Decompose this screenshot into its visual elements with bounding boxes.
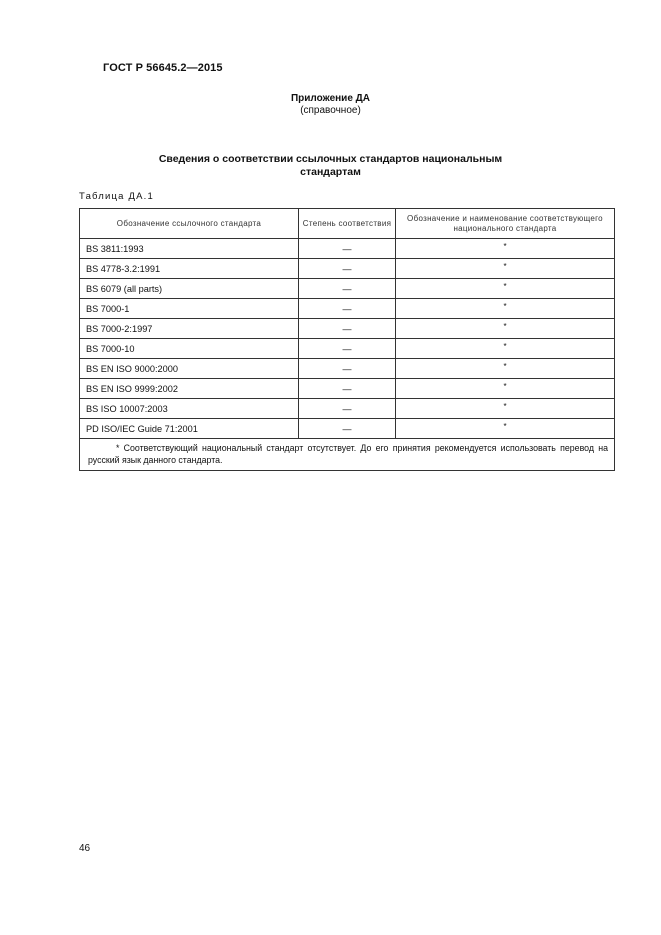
- national-standard-cell: *: [396, 259, 615, 279]
- table-note-row: [80, 439, 615, 471]
- degree-cell: —: [299, 259, 396, 279]
- reference-standard-cell: BS 7000-1: [80, 299, 299, 319]
- page-number: 46: [79, 843, 91, 854]
- national-standard-cell: *: [396, 399, 615, 419]
- reference-standard-cell: BS 4778-3.2:1991: [80, 259, 299, 279]
- degree-cell: —: [299, 239, 396, 259]
- table-row: [80, 299, 615, 319]
- table-row: [80, 239, 615, 259]
- degree-cell: —: [299, 379, 396, 399]
- national-standard-cell: *: [396, 419, 615, 439]
- national-standard-cell: *: [396, 279, 615, 299]
- national-standard-cell: *: [396, 239, 615, 259]
- table-row: [80, 419, 615, 439]
- table-row: [80, 279, 615, 299]
- table-header-row: [80, 209, 615, 239]
- reference-standard-cell: BS 7000-2:1997: [80, 319, 299, 339]
- table-row: [80, 359, 615, 379]
- degree-cell: —: [299, 279, 396, 299]
- table-row: [80, 339, 615, 359]
- national-standard-cell: *: [396, 339, 615, 359]
- degree-cell: —: [299, 319, 396, 339]
- document-designation: ГОСТ Р 56645.2—2015: [103, 62, 223, 74]
- table-row: [80, 259, 615, 279]
- degree-cell: —: [299, 339, 396, 359]
- table-row: [80, 319, 615, 339]
- reference-standards-table: [79, 208, 615, 471]
- degree-cell: —: [299, 359, 396, 379]
- national-standard-cell: *: [396, 359, 615, 379]
- reference-standard-cell: BS 7000-10: [80, 339, 299, 359]
- reference-standard-cell: BS 3811:1993: [80, 239, 299, 259]
- degree-cell: —: [299, 399, 396, 419]
- table-row: [80, 399, 615, 419]
- table-footnote: * Соответствующий национальный стандарт отсутствует. До его принятия рекомендуется использовать перевод на русский язык данного стандарта.: [80, 439, 615, 471]
- national-standard-cell: *: [396, 379, 615, 399]
- degree-cell: —: [299, 419, 396, 439]
- national-standard-cell: *: [396, 319, 615, 339]
- reference-standard-cell: BS EN ISO 9999:2002: [80, 379, 299, 399]
- reference-standard-cell: PD ISO/IEC Guide 71:2001: [80, 419, 299, 439]
- appendix-subtitle: (справочное): [300, 105, 361, 116]
- appendix-title: Приложение ДА: [290, 93, 371, 104]
- reference-standard-cell: BS 6079 (all parts): [80, 279, 299, 299]
- reference-standard-cell: BS ISO 10007:2003: [80, 399, 299, 419]
- table-row: [80, 379, 615, 399]
- appendix-label: [0, 93, 661, 117]
- column-header-reference-standard: Обозначение ссылочного стандарта: [80, 209, 299, 239]
- table-caption: Таблица ДА.1: [79, 191, 154, 202]
- column-header-national-standard: Обозначение и наименование соответствующего национального стандарта: [396, 209, 615, 239]
- national-standard-cell: *: [396, 299, 615, 319]
- degree-cell: —: [299, 299, 396, 319]
- reference-standard-cell: BS EN ISO 9000:2000: [80, 359, 299, 379]
- section-heading: Сведения о соответствии ссылочных стандартов национальным стандартам: [158, 153, 503, 178]
- column-header-degree-of-conformity: Степень соответствия: [299, 209, 396, 239]
